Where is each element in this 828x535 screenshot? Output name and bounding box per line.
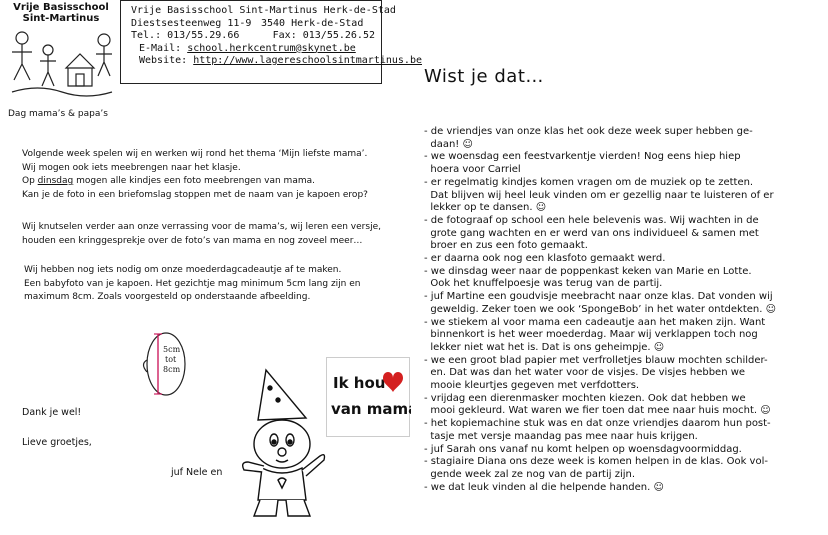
paragraph-line: Wij hebben nog iets nodig om onze moederdagcadeautje af te maken.: [24, 265, 342, 275]
wist-je-dat-list: [424, 126, 826, 494]
paragraph-line: [22, 175, 368, 189]
sign-line-2: van mama: [331, 400, 411, 418]
website-row: [131, 55, 422, 68]
wist-line: gende week zal ze nog van de partij zijn.: [424, 468, 636, 480]
wist-line: lekker niet wat het is. Dat is ons geheimpje. ☺: [424, 341, 665, 353]
face-label-min: 5cm: [163, 345, 181, 354]
phone: Tel.: 013/55.29.66: [131, 30, 240, 41]
website-label: Website:: [139, 55, 188, 66]
wist-line: mooie kleurtjes gegeven met verfdotters.: [424, 380, 640, 392]
logo-line-2: Sint-Martinus: [22, 13, 100, 24]
paragraph-photo: [22, 148, 368, 202]
wist-line: - we dinsdag weer naar de poppenkast keken van Marie en Lotte.: [424, 265, 752, 277]
wist-line: - we dat leuk vinden al die helpende handen. ☺: [424, 481, 664, 493]
logo-line-1: Vrije Basisschool: [13, 2, 109, 13]
paragraph-craft: [22, 221, 381, 248]
address-row: [131, 18, 375, 31]
website-link[interactable]: http://www.lagereschoolsintmartinus.be: [193, 55, 422, 66]
wist-line: binnenkort is het weer moederdag. Maar wij verklappen toch nog: [424, 329, 758, 341]
paragraph-line: Wij knutselen verder aan onze verrassing voor de mama’s, wij leren een versje,: [22, 222, 381, 232]
school-name: Vrije Basisschool Sint-Martinus Herk-de-Stad: [131, 5, 396, 16]
school-logo: [2, 2, 120, 102]
wist-line: lekker op te dansen. ☺: [424, 202, 547, 214]
wist-line: tasje met versje maandag pas mee naar huis krijgen.: [424, 430, 698, 442]
clown-character-icon: [236, 360, 336, 520]
email-link[interactable]: school.herkcentrum@skynet.be: [187, 42, 356, 54]
heart-icon: [383, 372, 403, 392]
wist-line: - we een groot blad papier met verfrolletjes blauw mochten schilder-: [424, 354, 768, 366]
paragraph-line: maximum 8cm. Zoals voorgesteld op onderstaande afbeelding.: [24, 292, 311, 302]
paragraph-rest: mogen alle kindjes een foto meebrengen van mama.: [76, 176, 315, 186]
op-word: Op: [22, 176, 35, 186]
wist-line: geweldig. Zeker toen we ook ‘SpongeBob’ in het water ontdekten. ☺: [424, 303, 777, 315]
paragraph-babyphoto: [24, 264, 361, 305]
phone-row: [131, 30, 375, 43]
wist-line: - juf Sarah ons vanaf nu komt helpen op woensdagvoormiddag.: [424, 443, 742, 455]
paragraph-line: houden een kringgesprekje over de foto’s van mama en nog zoveel meer…: [22, 235, 363, 246]
face-label-max: 8cm: [163, 365, 181, 374]
ik-hou-van-mama-sign: [326, 357, 410, 437]
wist-line: Ook het knuffelpoesje was terug van de partij.: [424, 278, 663, 290]
street: Diestsesteenweg 11-9: [131, 17, 252, 29]
sign-line-1: Ik hou: [333, 374, 386, 392]
children-drawing-icon: [8, 28, 116, 100]
wist-line: - we stiekem al voor mama een cadeautje aan het maken zijn. Want: [424, 316, 766, 328]
wist-line: - de fotograaf op school een hele belevenis was. Wij wachten in de: [424, 214, 759, 226]
wist-line: - juf Martine een goudvisje meebracht naar onze klas. Dat vonden wij: [424, 291, 773, 303]
school-contact-box: [120, 0, 422, 84]
sign-graphic: [327, 358, 411, 438]
wist-line: - het kopiemachine stuk was en dat onze vriendjes daarom hun post-: [424, 418, 771, 430]
fax: Fax: 013/55.26.52: [272, 30, 375, 41]
wist-line: - we woensdag een feestvarkentje vierden! Nog eens hiep hiep: [424, 151, 741, 163]
face-label-tot: tot: [165, 355, 177, 364]
wist-line: hoera voor Carriel: [424, 164, 521, 176]
wist-line: - er daarna ook nog een klasfoto gemaakt werd.: [424, 253, 666, 265]
wist-line: - er regelmatig kindjes komen vragen om de muziek op te zetten.: [424, 176, 754, 188]
paragraph-line: Volgende week spelen wij en werken wij rond het thema ‘Mijn liefste mama’.: [22, 149, 368, 159]
email-label: E-Mail:: [139, 42, 182, 54]
paragraph-line: Een babyfoto van je kapoen. Het gezichtje mag minimum 5cm lang zijn en: [24, 278, 361, 289]
wist-line: grote gang wachten en er werd van ons individueel & samen met: [424, 227, 759, 239]
wist-line: - de vriendjes van onze klas het ook deze week super hebben ge-: [424, 126, 753, 137]
regards: Lieve groetjes,: [22, 437, 92, 448]
dinsdag-word: dinsdag: [37, 176, 74, 186]
wist-line: mooi gekleurd. Wat waren we fier toen dat mee naar huis mocht. ☺: [424, 405, 771, 417]
wist-line: - stagiaire Diana ons deze week is komen helpen in de klas. Ook vol-: [424, 456, 768, 468]
wist-line: en. Dat was dan het water voor de visjes. De visjes hebben we: [424, 367, 746, 379]
signature: juf Nele en: [171, 467, 223, 478]
wist-line: - vrijdag een dierenmasker mochten kiezen. Ook dat hebben we: [424, 392, 746, 404]
wist-line: Dat blijven wij heel leuk vinden om er gezellig naar te luisteren of er: [424, 189, 774, 201]
paragraph-line: Kan je de foto in een briefomslag stoppen met de naam van je kapoen erop?: [22, 189, 368, 200]
paragraph-line: Wij mogen ook iets meebrengen naar het klasje.: [22, 162, 241, 173]
city: 3540 Herk-de-Stad: [261, 17, 364, 29]
thanks: Dank je wel!: [22, 407, 82, 418]
wist-line: broer en zus een foto gemaakt.: [424, 240, 588, 252]
face-size-illustration: [134, 326, 194, 402]
wist-je-dat-title: Wist je dat…: [424, 66, 544, 87]
wist-line: daan! ☺: [424, 138, 473, 150]
email-row: [131, 43, 375, 56]
greeting: Dag mama’s & papa’s: [8, 109, 108, 119]
